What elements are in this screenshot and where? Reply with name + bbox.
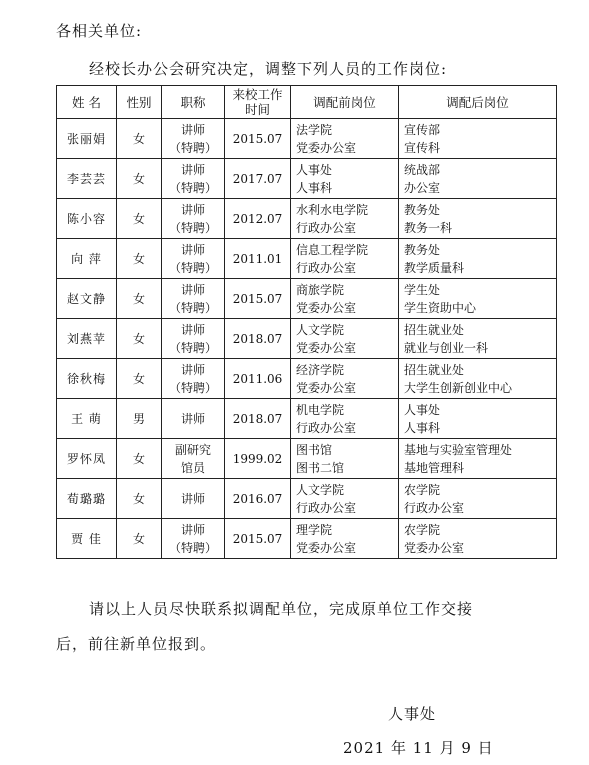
table-row <box>57 239 557 279</box>
cell-name: 荀璐璐 <box>57 479 117 519</box>
after-line1: 人事处 <box>404 402 441 417</box>
closing-line-2: 后，前往新单位报到。 <box>56 635 217 653</box>
cell-before-post <box>291 239 399 279</box>
cell-gender: 女 <box>117 439 162 479</box>
after-line2: 人事科 <box>404 420 441 435</box>
cell-start-date: 2017.07 <box>225 159 291 199</box>
cell-before-post <box>291 359 399 399</box>
table-header-row <box>57 86 557 119</box>
cell-name: 李芸芸 <box>57 159 117 199</box>
before-line1: 图书馆 <box>296 442 333 457</box>
header-start-date-line1: 来校工作 <box>232 87 283 102</box>
cell-before-post <box>291 519 399 559</box>
before-line1: 经济学院 <box>296 362 345 377</box>
title-line1: 讲师 <box>180 362 205 377</box>
cell-name: 徐秋梅 <box>57 359 117 399</box>
cell-start-date: 1999.02 <box>225 439 291 479</box>
after-line2: 教学质量科 <box>404 260 465 275</box>
cell-start-date: 2018.07 <box>225 399 291 439</box>
cell-before-post <box>291 439 399 479</box>
table-row <box>57 519 557 559</box>
cell-name: 王 萌 <box>57 399 117 439</box>
intro-paragraph: 经校长办公会研究决定，调整下列人员的工作岗位: <box>89 60 448 78</box>
cell-before-post <box>291 279 399 319</box>
after-line1: 农学院 <box>404 522 441 537</box>
title-line1: 讲师 <box>180 522 205 537</box>
cell-name: 贾 佳 <box>57 519 117 559</box>
cell-title <box>162 279 225 319</box>
cell-start-date: 2016.07 <box>225 479 291 519</box>
before-line1: 人事处 <box>296 162 333 177</box>
title-line2: （特聘） <box>168 300 217 315</box>
cell-gender: 女 <box>117 199 162 239</box>
table-row <box>57 119 557 159</box>
cell-before-post <box>291 159 399 199</box>
cell-start-date: 2011.01 <box>225 239 291 279</box>
cell-after-post <box>399 319 557 359</box>
cell-after-post <box>399 359 557 399</box>
table-row <box>57 479 557 519</box>
closing-line-1: 请以上人员尽快联系拟调配单位，完成原单位工作交接 <box>89 600 474 618</box>
header-after-post: 调配后岗位 <box>399 86 557 119</box>
title-line1: 讲师 <box>180 491 205 506</box>
table-row <box>57 319 557 359</box>
before-line2: 党委办公室 <box>296 540 357 555</box>
cell-start-date: 2018.07 <box>225 319 291 359</box>
after-line2: 办公室 <box>404 180 441 195</box>
cell-gender: 女 <box>117 319 162 359</box>
cell-title <box>162 159 225 199</box>
cell-name: 陈小容 <box>57 199 117 239</box>
before-line2: 党委办公室 <box>296 140 357 155</box>
before-line2: 党委办公室 <box>296 380 357 395</box>
cell-gender: 女 <box>117 279 162 319</box>
header-gender: 性别 <box>117 86 162 119</box>
cell-before-post <box>291 399 399 439</box>
after-line2: 就业与创业一科 <box>404 340 489 355</box>
table-row <box>57 399 557 439</box>
before-line1: 人文学院 <box>296 322 345 337</box>
cell-after-post <box>399 199 557 239</box>
table-row <box>57 279 557 319</box>
issuer: 人事处 <box>388 705 437 723</box>
after-line1: 宣传部 <box>404 122 441 137</box>
cell-start-date: 2015.07 <box>225 119 291 159</box>
after-line2: 宣传科 <box>404 140 441 155</box>
cell-before-post <box>291 119 399 159</box>
before-line2: 行政办公室 <box>296 420 357 435</box>
cell-title <box>162 319 225 359</box>
after-line1: 招生就业处 <box>404 322 465 337</box>
title-line1: 讲师 <box>180 122 205 137</box>
after-line2: 党委办公室 <box>404 540 465 555</box>
cell-title <box>162 119 225 159</box>
header-before-post: 调配前岗位 <box>291 86 399 119</box>
before-line2: 党委办公室 <box>296 340 357 355</box>
after-line2: 行政办公室 <box>404 500 465 515</box>
salutation: 各相关单位: <box>56 22 143 40</box>
after-line1: 教务处 <box>404 242 441 257</box>
before-line1: 信息工程学院 <box>296 242 369 257</box>
title-line1: 讲师 <box>180 411 205 426</box>
title-line1: 讲师 <box>180 202 205 217</box>
before-line1: 水利水电学院 <box>296 202 369 217</box>
after-line1: 农学院 <box>404 482 441 497</box>
after-line1: 学生处 <box>404 282 441 297</box>
cell-start-date: 2011.06 <box>225 359 291 399</box>
header-start-date-line2: 时间 <box>244 102 270 117</box>
cell-after-post <box>399 119 557 159</box>
after-line2: 教务一科 <box>404 220 453 235</box>
before-line1: 人文学院 <box>296 482 345 497</box>
cell-start-date: 2012.07 <box>225 199 291 239</box>
table-row <box>57 439 557 479</box>
title-line2: （特聘） <box>168 260 217 275</box>
cell-name: 罗怀凤 <box>57 439 117 479</box>
cell-gender: 女 <box>117 119 162 159</box>
cell-name: 向 萍 <box>57 239 117 279</box>
title-line2: （特聘） <box>168 380 217 395</box>
title-line2: （特聘） <box>168 140 217 155</box>
cell-before-post <box>291 199 399 239</box>
cell-gender: 女 <box>117 159 162 199</box>
after-line2: 基地管理科 <box>404 460 465 475</box>
title-line1: 讲师 <box>180 162 205 177</box>
cell-after-post <box>399 399 557 439</box>
cell-title <box>162 199 225 239</box>
cell-after-post <box>399 159 557 199</box>
cell-name: 赵文静 <box>57 279 117 319</box>
cell-after-post <box>399 239 557 279</box>
before-line2: 行政办公室 <box>296 260 357 275</box>
cell-title <box>162 479 225 519</box>
after-line1: 招生就业处 <box>404 362 465 377</box>
title-line1: 讲师 <box>180 322 205 337</box>
cell-gender: 女 <box>117 479 162 519</box>
cell-gender: 男 <box>117 399 162 439</box>
before-line1: 商旅学院 <box>296 282 345 297</box>
cell-title <box>162 399 225 439</box>
before-line1: 机电学院 <box>296 402 345 417</box>
header-title: 职称 <box>162 86 225 119</box>
cell-gender: 女 <box>117 359 162 399</box>
cell-gender: 女 <box>117 519 162 559</box>
cell-after-post <box>399 439 557 479</box>
title-line2: （特聘） <box>168 540 217 555</box>
before-line2: 图书二馆 <box>296 460 345 475</box>
title-line2: 馆员 <box>180 460 205 475</box>
before-line1: 法学院 <box>296 122 333 137</box>
after-line1: 统战部 <box>404 162 441 177</box>
cell-name: 刘燕苹 <box>57 319 117 359</box>
cell-title <box>162 439 225 479</box>
before-line2: 人事科 <box>296 180 333 195</box>
cell-start-date: 2015.07 <box>225 519 291 559</box>
cell-start-date: 2015.07 <box>225 279 291 319</box>
table-row <box>57 199 557 239</box>
title-line1: 副研究 <box>174 442 211 457</box>
cell-after-post <box>399 519 557 559</box>
cell-name: 张丽娟 <box>57 119 117 159</box>
title-line1: 讲师 <box>180 242 205 257</box>
title-line2: （特聘） <box>168 220 217 235</box>
after-line2: 大学生创新创业中心 <box>404 380 513 395</box>
title-line2: （特聘） <box>168 180 217 195</box>
before-line2: 行政办公室 <box>296 500 357 515</box>
before-line2: 党委办公室 <box>296 300 357 315</box>
header-name: 姓 名 <box>57 86 117 119</box>
cell-after-post <box>399 479 557 519</box>
header-start-date <box>225 86 291 119</box>
table-row <box>57 359 557 399</box>
cell-before-post <box>291 319 399 359</box>
cell-title <box>162 519 225 559</box>
cell-before-post <box>291 479 399 519</box>
cell-after-post <box>399 279 557 319</box>
after-line1: 基地与实验室管理处 <box>404 442 513 457</box>
personnel-table <box>56 85 557 559</box>
before-line2: 行政办公室 <box>296 220 357 235</box>
table-row <box>57 159 557 199</box>
title-line1: 讲师 <box>180 282 205 297</box>
cell-title <box>162 359 225 399</box>
after-line1: 教务处 <box>404 202 441 217</box>
before-line1: 理学院 <box>296 522 333 537</box>
issue-date: 2021 年 11 月 9 日 <box>343 739 494 757</box>
cell-title <box>162 239 225 279</box>
after-line2: 学生资助中心 <box>404 300 477 315</box>
title-line2: （特聘） <box>168 340 217 355</box>
cell-gender: 女 <box>117 239 162 279</box>
